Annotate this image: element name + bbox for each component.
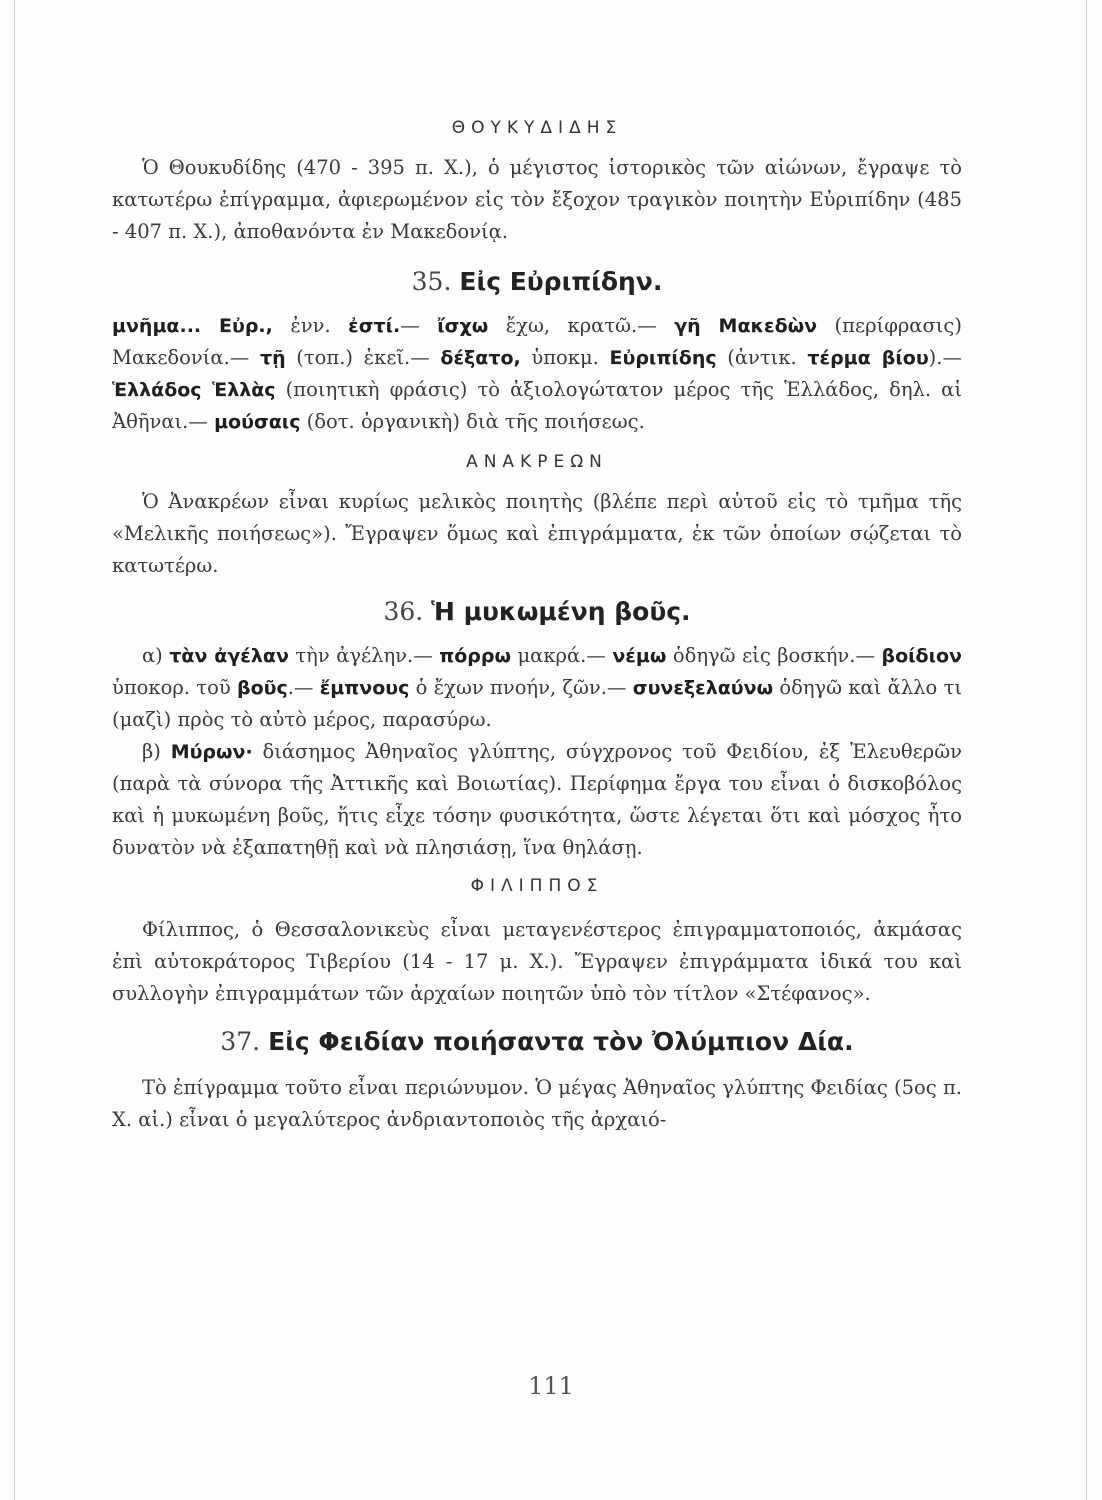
note-term: Εὐριπίδης	[609, 347, 717, 369]
poem-36-title	[112, 592, 962, 632]
note-gloss: ὁ ἔχων πνοήν, ζῶν.—	[409, 676, 633, 699]
poem-35-number: 35.	[411, 267, 452, 296]
poem-35-title	[112, 262, 962, 302]
note-term: ἔμπνους	[319, 677, 410, 699]
page-edge-right	[1086, 0, 1087, 1500]
anacreon-intro: Ὁ Ἀνακρέων εἶναι κυρίως μελικὸς ποιητὴς (βλέπε περὶ αὐτοῦ εἰς τὸ τμῆμα τῆς «Μελικῆς ποιήσεως»). Ἔγραψεν ὅμως καὶ ἐπιγράμματα, ἐκ τῶν ὁποίων σῴζεται τὸ κατωτέρω.	[112, 490, 962, 577]
note-gloss: τὴν ἀγέλην.—	[288, 644, 440, 667]
note-gloss: (ποιητικὴ φράσις) τὸ ἀξιολογώτατον μέρος τῆς Ἑλλάδος, δηλ. αἱ Ἀθῆναι.—	[112, 378, 962, 433]
note-gloss: ).—	[928, 346, 962, 369]
note-term: ἐστί.	[348, 315, 401, 337]
section-heading-philippus: ΦΙΛΙΠΠΟΣ	[470, 876, 604, 896]
note-gloss: α)	[142, 644, 170, 667]
note-gloss: —	[400, 314, 438, 337]
note-term: τέρμα βίου	[807, 347, 929, 369]
note-term: νέμω	[612, 645, 667, 667]
note-term: βοῦς	[236, 677, 288, 699]
poem-36-notes-a	[112, 640, 962, 736]
poem-37-number: 37.	[220, 1027, 261, 1056]
note-term: ἴσχω	[437, 315, 489, 337]
note-gloss: ὑποκορ. τοῦ	[112, 676, 237, 699]
note-term: πόρρω	[439, 645, 512, 667]
note-term: μούσαις	[214, 411, 301, 433]
note-term: συνεξελαύνω	[632, 677, 774, 699]
poem-37-name: Εἰς Φειδίαν ποιήσαντα τὸν Ὀλύμπιον Δία.	[268, 1027, 854, 1056]
poem-36-name: Ἡ μυκωμένη βοῦς.	[431, 597, 691, 626]
note-gloss: ἔχω, κρατῶ.—	[488, 314, 675, 337]
note-gloss: .—	[287, 676, 320, 699]
note-term: τὰν ἀγέλαν	[169, 645, 289, 667]
note-gloss: β)	[142, 740, 171, 763]
note-gloss: διάσημος Ἀθηναῖος γλύπτης, σύγχρονος τοῦ Φειδίου, ἐξ Ἐλευθερῶν (παρὰ τὰ σύνορα τῆς Ἀττικῆς καὶ Βοιωτίας). Περίφημα ἔργα του εἶναι ὁ δισκοβόλος καὶ ἡ μυκωμένη βοῦς, ἥτις εἶχε τόσην φυσικότητα, ὥστε λέγεται ὅτι καὶ μόσχος ἦτο δυνατὸν νὰ ἐξαπατηθῇ καὶ νὰ πλησιάσῃ, ἵνα θηλάσῃ.	[112, 740, 962, 859]
section-heading-thucydides: ΘΟΥΚΥΔΙΔΗΣ	[451, 118, 623, 138]
note-gloss: μακρά.—	[511, 644, 613, 667]
note-gloss: ὑποκμ.	[520, 346, 610, 369]
note-gloss: (τοπ.) ἐκεῖ.—	[285, 346, 441, 369]
note-term: τῇ	[259, 347, 286, 369]
poem-37-title	[112, 1022, 962, 1062]
page-edge-left	[14, 0, 15, 1500]
note-gloss: ὁδηγῶ εἰς βοσκήν.—	[666, 644, 882, 667]
note-gloss: (ἀντικ.	[716, 346, 808, 369]
note-term: βοίδιον	[881, 645, 962, 667]
philippus-intro: Φίλιππος, ὁ Θεσσαλονικεὺς εἶναι μεταγενέστερος ἐπιγραμματοποιός, ἀκμάσας ἐπὶ αὐτοκράτορος Τιβερίου (14 - 17 μ. Χ.). Ἔγραψεν ἐπιγράμματα ἰδικά του καὶ συλλογὴν ἐπιγραμμάτων τῶν ἀρχαίων ποιητῶν ὑπὸ τὸν τίτλον «Στέφανος».	[112, 918, 962, 1005]
page-number: 111	[528, 1372, 574, 1400]
thucydides-intro: Ὁ Θουκυδίδης (470 - 395 π. Χ.), ὁ μέγιστος ἱστορικὸς τῶν αἰώνων, ἔγραψε τὸ κατωτέρω ἐπίγραμμα, ἀφιερωμένον εἰς τὸν ἔξοχον τραγικὸν ποιητὴν Εὐριπίδην (485 - 407 π. Χ.), ἀποθανόντα ἐν Μακεδονίᾳ.	[112, 156, 962, 243]
note-gloss: (περίφρασις) Μακεδονία.—	[112, 314, 962, 369]
note-term: γῆ Μακεδὼν	[674, 315, 818, 337]
note-term: μνῆμα... Εὐρ.,	[112, 315, 273, 337]
page-content	[112, 118, 962, 1136]
poem-35-notes	[112, 310, 962, 438]
poem-37-intro: Τὸ ἐπίγραμμα τοῦτο εἶναι περιώνυμον. Ὁ μέγας Ἀθηναῖος γλύπτης Φειδίας (5ος π. Χ. αἰ.) εἶναι ὁ μεγαλύτερος ἀνδριαντοποιὸς τῆς ἀρχαιό-	[112, 1076, 962, 1131]
note-gloss: ὁδηγῶ καὶ ἄλλο τι (μαζὶ) πρὸς τὸ αὐτὸ μέρος, παρασύρω.	[112, 676, 963, 731]
section-heading-anacreon: ΑΝΑΚΡΕΩΝ	[466, 452, 608, 472]
poem-36-number: 36.	[383, 597, 424, 626]
poem-36-notes-b	[112, 736, 962, 864]
note-gloss: (δοτ. ὀργανικὴ) διὰ τῆς ποιήσεως.	[300, 410, 645, 433]
poem-35-name: Εἰς Εὐριπίδην.	[459, 267, 663, 296]
note-gloss: ἐνν.	[272, 314, 349, 337]
note-term: δέξατο,	[440, 347, 521, 369]
note-term: Ἑλλάδος Ἑλλὰς	[112, 379, 276, 401]
note-term: Μύρων·	[170, 741, 253, 763]
